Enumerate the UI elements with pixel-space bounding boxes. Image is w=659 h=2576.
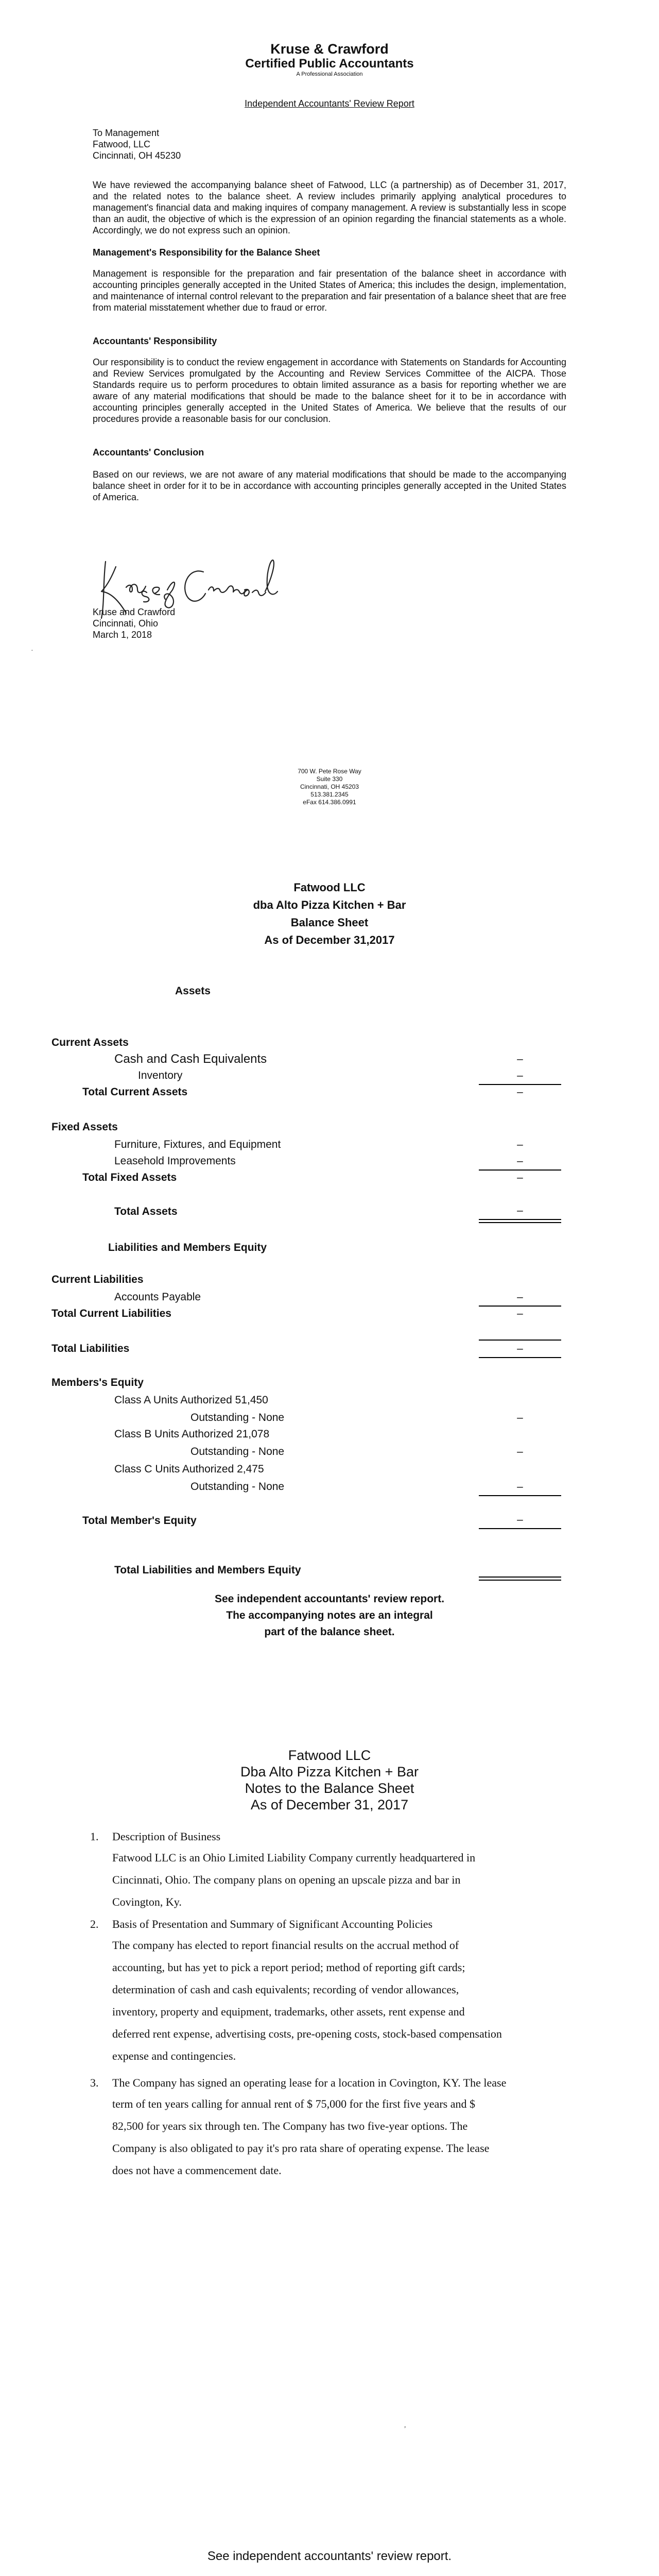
note-number: 2. xyxy=(90,1918,99,1930)
acct-heading: Accountants' Responsibility xyxy=(93,336,217,346)
total-members-equity-label: Total Member's Equity xyxy=(82,1515,197,1527)
note-number: 1. xyxy=(90,1830,99,1843)
bs-title-line: Fatwood LLC xyxy=(293,881,366,894)
addressee-line: Cincinnati, OH 45230 xyxy=(93,150,181,161)
class-b-label: Class B Units Authorized 21,078 xyxy=(114,1428,270,1440)
note-line: term of ten years calling for annual rent of $ 75,000 for the first five years and $ xyxy=(112,2097,475,2110)
letterhead-line: Cincinnati, OH 45203 xyxy=(300,783,359,790)
fixed-assets-label: Fixed Assets xyxy=(51,1121,118,1133)
total-current-assets-label: Total Current Assets xyxy=(82,1086,188,1098)
cash-label: Cash and Cash Equivalents xyxy=(114,1052,267,1066)
sign-line: March 1, 2018 xyxy=(93,630,152,640)
total-members-equity-amount: – xyxy=(517,1514,523,1526)
total-fixed-assets-amount: – xyxy=(517,1172,523,1183)
note-heading: Description of Business xyxy=(112,1830,221,1843)
note-line: deferred rent expense, advertising costs, pre-opening costs, stock-based compensation xyxy=(112,2027,502,2040)
note-line: accounting, but has yet to pick a report period; method of reporting gift cards; xyxy=(112,1961,465,1974)
total-fixed-assets-label: Total Fixed Assets xyxy=(82,1172,177,1183)
total-assets-amount: – xyxy=(517,1205,523,1216)
firm-tagline: A Professional Association xyxy=(296,71,363,77)
accounts-payable-label: Accounts Payable xyxy=(114,1291,201,1303)
total-double-rule xyxy=(479,1577,561,1581)
bs-title-line: Balance Sheet xyxy=(290,916,369,929)
ffe-label: Furniture, Fixtures, and Equipment xyxy=(114,1139,281,1150)
scan-mark: · xyxy=(31,647,33,655)
class-a-amount: – xyxy=(517,1412,523,1423)
bs-footnote: part of the balance sheet. xyxy=(264,1626,395,1638)
total-current-liabilities-amount: – xyxy=(517,1308,523,1319)
note-line: Fatwood LLC is an Ohio Limited Liability Company currently headquartered in xyxy=(112,1851,476,1864)
note-line: 82,500 for years six through ten. The Company has two five-year options. The xyxy=(112,2120,468,2132)
total-current-assets-amount: – xyxy=(517,1086,523,1098)
subtotal-rule xyxy=(479,1084,561,1085)
total-current-liabilities-label: Total Current Liabilities xyxy=(51,1308,171,1319)
subtotal-rule xyxy=(479,1340,561,1341)
intro-paragraph: We have reviewed the accompanying balance sheet of Fatwood, LLC (a partnership) as of December 31, 2017, and the related notes to the balance sheet. A review includes primarily applying analytical procedures to management's financial data and making inquires of company management. A review is substantially less in scope than an audit, the objective of which is the expression of an opinion regarding the financial statements as a whole. Accordingly, we do not express such an opinion. xyxy=(93,180,566,235)
inventory-label: Inventory xyxy=(138,1070,183,1081)
addressee-line: To Management xyxy=(93,128,160,138)
note-heading: Basis of Presentation and Summary of Significant Accounting Policies xyxy=(112,1918,433,1930)
firm-subtitle: Certified Public Accountants xyxy=(245,57,414,71)
addressee-line: Fatwood, LLC xyxy=(93,139,151,149)
total-assets-label: Total Assets xyxy=(114,1206,178,1217)
subtotal-rule xyxy=(479,1495,561,1496)
subtotal-rule xyxy=(479,1357,561,1358)
note-line: does not have a commencement date. xyxy=(112,2164,282,2177)
class-b-outstanding: Outstanding - None xyxy=(190,1446,285,1458)
cash-amount: – xyxy=(517,1053,523,1065)
bs-footnote: See independent accountants' review report. xyxy=(214,1593,445,1605)
note-number: 3. xyxy=(90,2076,99,2089)
bs-title-line: As of December 31,2017 xyxy=(264,934,395,946)
members-equity-label: Members's Equity xyxy=(51,1377,144,1388)
liabilities-heading: Liabilities and Members Equity xyxy=(108,1242,267,1253)
subtotal-rule xyxy=(479,1528,561,1529)
note-line: Covington, Ky. xyxy=(112,1895,182,1908)
note-text xyxy=(112,1934,561,2067)
current-assets-label: Current Assets xyxy=(51,1037,129,1048)
class-c-label: Class C Units Authorized 2,475 xyxy=(114,1463,264,1475)
leasehold-amount: – xyxy=(517,1155,523,1167)
sign-line: Kruse and Crawford xyxy=(93,607,176,617)
class-c-amount: – xyxy=(517,1481,523,1493)
acct-paragraph: Our responsibility is to conduct the review engagement in accordance with Statements on Standards for Accounting and Review Services promulgated by the Accounting and Review Services Committee of the AICPA. Those Standards require us to perform procedures to obtain limited assurance as a basis for reporting whether we are aware of any material modifications that should be made to the balance sheet for it to be in accordance with accounting principles generally accepted in the United States of America. We believe that the results of our procedures provide a reasonable basis for our conclusion. xyxy=(93,357,566,424)
class-b-amount: – xyxy=(517,1446,523,1458)
bs-title-line: dba Alto Pizza Kitchen + Bar xyxy=(253,899,406,911)
note-line: inventory, property and equipment, trademarks, other assets, rent expense and xyxy=(112,2005,465,2018)
notes-title-line: Fatwood LLC xyxy=(288,1748,371,1763)
letterhead-line: 513.381.2345 xyxy=(310,791,349,798)
notes-title-line: Notes to the Balance Sheet xyxy=(245,1781,414,1796)
assets-heading: Assets xyxy=(175,985,211,997)
note-line: The company has elected to report financial results on the accrual method of xyxy=(112,1939,459,1952)
report-title: Independent Accountants' Review Report xyxy=(245,98,414,109)
current-liabilities-label: Current Liabilities xyxy=(51,1274,144,1285)
total-double-rule xyxy=(479,1219,561,1223)
concl-paragraph: Based on our reviews, we are not aware of any material modifications that should be made to the accompanying balance sheet in order for it to be in accordance with accounting principles generally accepted in the United States of America. xyxy=(93,469,566,502)
total-liabilities-amount: – xyxy=(517,1343,523,1354)
scan-mark: , xyxy=(404,2421,406,2429)
notes-title-line: Dba Alto Pizza Kitchen + Bar xyxy=(240,1764,419,1780)
note-text xyxy=(112,2093,561,2181)
class-a-outstanding: Outstanding - None xyxy=(190,1412,285,1423)
letterhead-line: 700 W. Pete Rose Way xyxy=(298,768,361,775)
note-heading: The Company has signed an operating lease for a location in Covington, KY. The lease xyxy=(112,2076,507,2089)
bs-footnote: The accompanying notes are an integral xyxy=(226,1609,433,1621)
mgmt-heading: Management's Responsibility for the Balance Sheet xyxy=(93,247,320,258)
notes-title-line: As of December 31, 2017 xyxy=(250,1797,409,1812)
total-liab-equity-label: Total Liabilities and Members Equity xyxy=(114,1564,301,1576)
note-line: Cincinnati, Ohio. The company plans on opening an upscale pizza and bar in xyxy=(112,1873,461,1886)
subtotal-rule xyxy=(479,1170,561,1171)
mgmt-paragraph: Management is responsible for the preparation and fair presentation of the balance sheet in accordance with accounting principles generally accepted in the United States of America; this includes the design, implementation, and maintenance of internal control relevant to the preparation and fair presentation of a balance sheet that are free from material misstatement whether due to fraud or error. xyxy=(93,268,566,313)
firm-name: Kruse & Crawford xyxy=(270,41,389,57)
class-a-label: Class A Units Authorized 51,450 xyxy=(114,1394,268,1406)
total-liabilities-label: Total Liabilities xyxy=(51,1343,130,1354)
letterhead-line: Suite 330 xyxy=(316,775,343,783)
concl-heading: Accountants' Conclusion xyxy=(93,447,204,457)
note-text xyxy=(112,1846,561,1913)
notes-footer: See independent accountants' review report. xyxy=(207,2549,452,2563)
leasehold-label: Leasehold Improvements xyxy=(114,1155,236,1167)
accounts-payable-amount: – xyxy=(517,1291,523,1303)
sign-line: Cincinnati, Ohio xyxy=(93,618,159,629)
ffe-amount: – xyxy=(517,1139,523,1150)
inventory-amount: – xyxy=(517,1070,523,1081)
note-line: expense and contingencies. xyxy=(112,2049,236,2062)
note-line: Company is also obligated to pay it's pro rata share of operating expense. The lease xyxy=(112,2142,490,2155)
letterhead-line: eFax 614.386.0991 xyxy=(303,799,356,806)
note-line: determination of cash and cash equivalents; recording of vendor allowances, xyxy=(112,1983,459,1996)
class-c-outstanding: Outstanding - None xyxy=(190,1481,285,1493)
subtotal-rule xyxy=(479,1306,561,1307)
